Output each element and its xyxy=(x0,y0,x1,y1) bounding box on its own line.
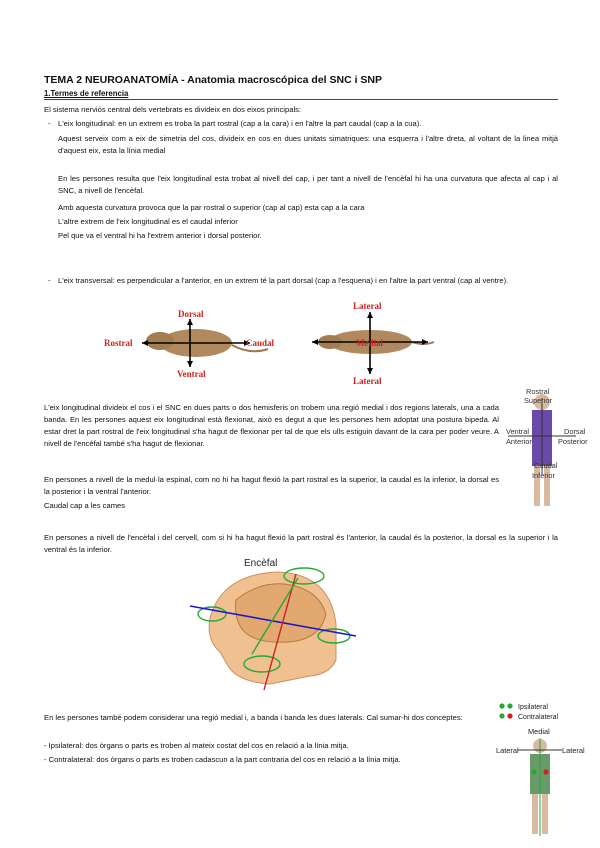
label-inferior: Inferior xyxy=(532,471,556,480)
rat-head xyxy=(146,332,174,350)
arrow-rostral xyxy=(142,340,148,346)
brain-title: Encèfal xyxy=(244,558,278,569)
legend-contralateral: Contralateral xyxy=(518,714,559,721)
transversal-text: L'eix transversal: es perpendicular a l'anterior, en un extrem té la part dorsal (cap a l'esquena) i en l'altre la part ventral (cap al ventre). xyxy=(58,276,509,285)
longitudinal-line-4: Amb aquesta curvatura provoca que la par rostral o superior (cap al cap) esta cap a la cara xyxy=(58,203,365,212)
page-title: TEMA 2 NEUROANATOMÍA - Anatomia macroscópica del SNC i SNP xyxy=(44,74,382,86)
label-posterior: Posterior xyxy=(558,437,588,446)
label-lateral-right: Lateral xyxy=(562,746,585,755)
para-medial-1: En les persones també podem considerar una regió medial i, a banda i banda les dues laterals. Cal sumar-hi dos conceptes: xyxy=(44,713,463,722)
para-medial-2: - Ipsilateral: dos òrgans o parts es troben al mateix costat del cos en relació a la línia mitja. xyxy=(44,741,349,750)
brain-figure xyxy=(180,556,360,696)
para-human-1: L'eix longitudinal divideix el cos i el SNC en dues parts o dos hemisferis on trobem una regió medial i dos regions laterals, una a cada banda. En les persones aquest eix longitudinal està flexionat, això es degut a que les persones hem adoptat una postura bipeda. Al estar dret la part rostral de l'eix longitudinal s'ha hagut de flexionar per tal de que els ulls estiguin davant de la cara per poder veure. A nivell de l'encèfal també s'ha hagut de flexionar. xyxy=(44,403,499,448)
longitudinal-line-5: L'altre extrem de l'eix longitudinal es el caudal inferior xyxy=(58,217,238,226)
label-ventral: Ventral xyxy=(506,427,530,436)
bullet-transversal: - xyxy=(48,276,51,285)
arrow-medial-left xyxy=(312,339,318,345)
label-dorsal: Dorsal xyxy=(178,309,204,319)
arrow-dorsal xyxy=(187,319,193,325)
label-caudal: Caudal xyxy=(534,461,558,470)
label-superior: Superior xyxy=(524,396,552,405)
bullet-longitudinal: - xyxy=(48,119,51,128)
label-ventral: Ventral xyxy=(177,369,206,379)
label-lateral-bottom: Lateral xyxy=(353,376,382,386)
legend-ipsi-dot-1 xyxy=(499,703,504,708)
label-rostral: Rostral xyxy=(104,338,133,348)
para-human-2: En persones a nivell de la medul·la espinal, com no hi ha hagut flexió la part rostral es la superior, la caudal es la inferior, la dorsal es la posterior i la ventral l'anterior. xyxy=(44,475,499,496)
para-brain: En persones a nivell de l'encèfal i del cervell, com si hi ha hagut flexió la part rostral és l'anterior, la caudal és la posterior, la dorsal es la superior i la ventral és la inferior. xyxy=(44,533,558,554)
person-leg-right xyxy=(542,794,548,834)
label-dorsal: Dorsal xyxy=(564,427,586,436)
label-medial: Medial xyxy=(356,338,383,348)
longitudinal-line-3: En les persones resulta que l'eix longitudinal esta trobat al nivell del cap, i per tant a nivell de l'encèfal hi ha una curvatura que afecta al cap i al SNC, a nivell de l'encèfal. xyxy=(58,174,558,195)
label-lateral-top: Lateral xyxy=(353,301,382,311)
section-heading: 1.Termes de referencia xyxy=(44,89,558,100)
rat-top-figure xyxy=(300,298,440,386)
longitudinal-line-1: L'eix longitudinal: en un extrem es troba la part rostral (cap a la cara) i en l'altre la part caudal (cap a la cua). xyxy=(58,119,422,128)
label-caudal: Caudal xyxy=(246,338,275,348)
medial-figure xyxy=(494,698,594,843)
para-medial-3: - Contralateral: dos òrgans o parts es troben cadascun a la part contraria del cos en relació a la línia mitja. xyxy=(44,755,401,764)
label-medial: Medial xyxy=(528,727,550,736)
person-leg-left xyxy=(532,794,538,834)
legend-contra-dot-1 xyxy=(499,713,504,718)
arrow-ventral xyxy=(187,361,193,367)
label-lateral-left: Lateral xyxy=(496,746,519,755)
label-rostral: Rostral xyxy=(526,387,550,396)
intro-text: El sistema nerviós central dels vertebrats es divideix en dos eixos principals: xyxy=(44,105,302,114)
longitudinal-line-6: Pel que va el ventral hi ha l'extrem anterior i dorsal posterior. xyxy=(58,231,262,240)
contra-dot-body xyxy=(543,769,548,774)
legend-contra-dot-2 xyxy=(507,713,512,718)
human-side-figure xyxy=(502,386,594,516)
longitudinal-line-2: Aquest serveix com a eix de simetria del cos, divideix en cos en dues unitats simatriques: una esquerra i l'altre dreta, al voltant de la linea mitjà d'aquest eix, esta la línia medial xyxy=(58,134,558,155)
legend-ipsi-dot-2 xyxy=(507,703,512,708)
ipsi-dot-body xyxy=(531,769,536,774)
rat-side-figure xyxy=(100,305,280,380)
arrow-lateral-bottom xyxy=(367,368,373,374)
label-anterior: Anterior xyxy=(506,437,532,446)
legend-ipsilateral: Ipsilateral xyxy=(518,704,548,711)
para-human-3: Caudal cap a les cames xyxy=(44,501,126,510)
arrow-lateral-top xyxy=(367,312,373,318)
